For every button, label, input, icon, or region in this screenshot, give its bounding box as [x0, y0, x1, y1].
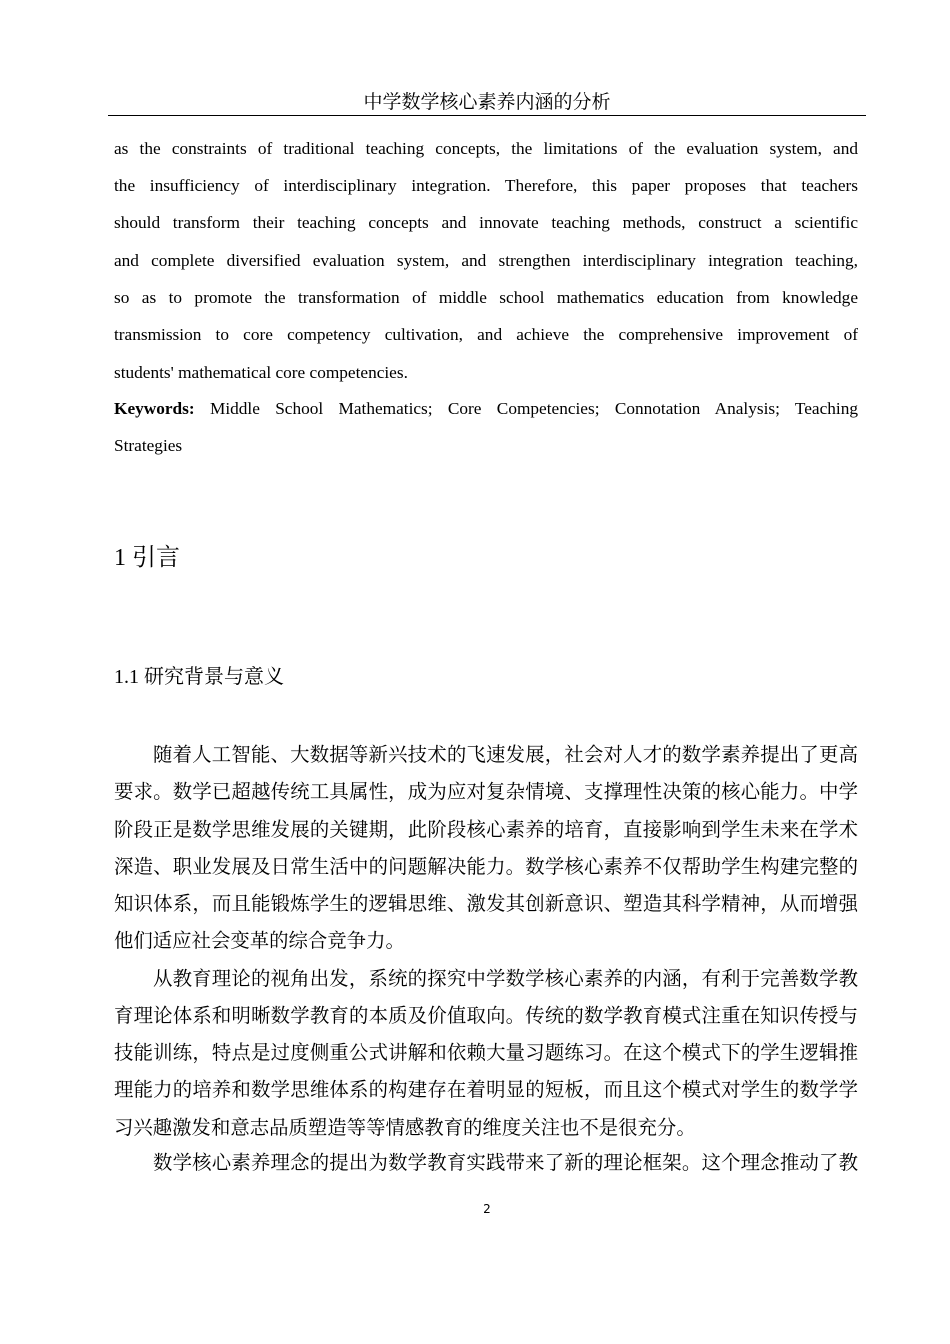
body-line: 习兴趣激发和意志品质塑造等等情感教育的维度关注也不是很充分。	[114, 1118, 696, 1139]
keywords-text: Middle School Mathematics; Core Competencies; Connotation Analysis; Teaching	[194, 399, 858, 418]
body-line: 数学核心素养理念的提出为数学教育实践带来了新的理论框架。这个理念推动了教	[153, 1153, 858, 1174]
abstract-line: the insufficiency of interdisciplinary integration. Therefore, this paper proposes that teachers	[114, 176, 858, 195]
section-heading: 1 引言	[114, 545, 180, 571]
keywords-label: Keywords:	[114, 399, 195, 418]
abstract-line: transmission to core competency cultivation, and achieve the comprehensive improvement of	[114, 325, 858, 344]
body-line: 要求。数学已超越传统工具属性，成为应对复杂情境、支撑理性决策的核心能力。中学	[114, 782, 858, 803]
subsection-heading: 1.1 研究背景与意义	[114, 666, 284, 688]
header-rule	[108, 115, 866, 116]
abstract-line: should transform their teaching concepts and innovate teaching methods, construct a scientific	[114, 213, 858, 232]
body-line: 随着人工智能、大数据等新兴技术的飞速发展，社会对人才的数学素养提出了更高	[153, 745, 858, 766]
body-line: 深造、职业发展及日常生活中的问题解决能力。数学核心素养不仅帮助学生构建完整的	[114, 857, 858, 878]
running-header-title: 中学数学核心素养内涵的分析	[363, 92, 611, 113]
abstract-line: so as to promote the transformation of middle school mathematics education from knowledge	[114, 288, 858, 307]
abstract-line: and complete diversified evaluation system, and strengthen interdisciplinary integration teaching,	[114, 251, 858, 270]
page-number: 2	[483, 1202, 491, 1216]
keywords-line	[114, 397, 858, 421]
body-line: 理能力的培养和数学思维体系的构建存在着明显的短板，而且这个模式对学生的数学学	[114, 1080, 858, 1101]
body-line: 育理论体系和明晰数学教育的本质及价值取向。传统的数学教育模式注重在知识传授与	[114, 1006, 858, 1027]
keywords-line-2: Strategies	[114, 436, 183, 455]
abstract-line: as the constraints of traditional teaching concepts, the limitations of the evaluation system, and	[114, 139, 858, 158]
body-line: 他们适应社会变革的综合竞争力。	[114, 931, 405, 952]
body-line: 阶段正是数学思维发展的关键期，此阶段核心素养的培育，直接影响到学生未来在学术	[114, 820, 858, 841]
abstract-line: students' mathematical core competencies.	[114, 363, 408, 382]
body-line: 从教育理论的视角出发，系统的探究中学数学核心素养的内涵，有利于完善数学教	[153, 969, 858, 990]
body-line: 知识体系，而且能锻炼学生的逻辑思维、激发其创新意识、塑造其科学精神，从而增强	[114, 894, 858, 915]
body-line: 技能训练，特点是过度侧重公式讲解和依赖大量习题练习。在这个模式下的学生逻辑推	[114, 1043, 858, 1064]
